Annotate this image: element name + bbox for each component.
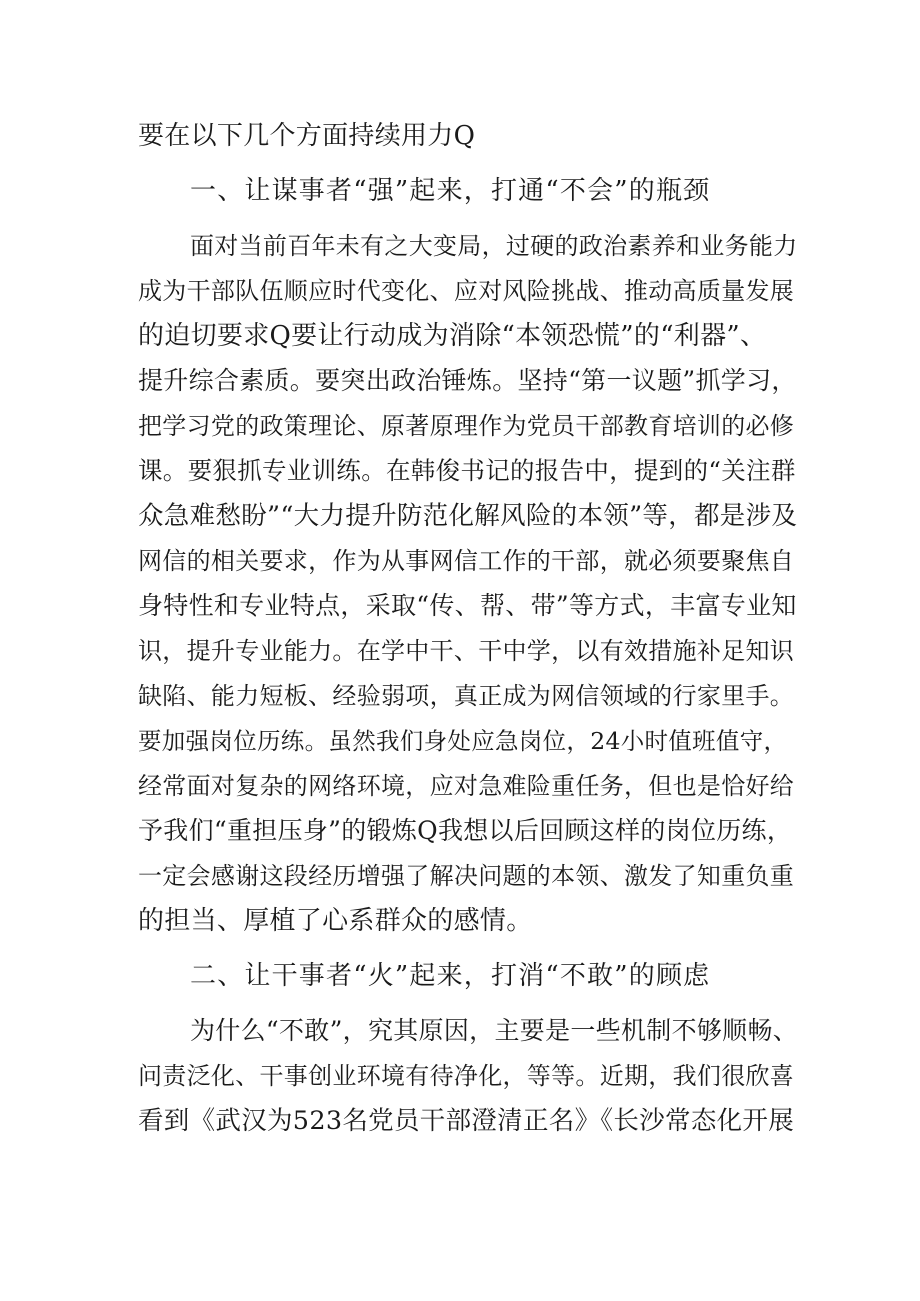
intro-line: 要在以下几个方面持续用力Q [138,121,476,151]
section-1-line: 成为干部队伍顺应时代变化、应对风险挑战、推动高质量发展 [138,277,795,305]
section-1-line: 的担当、厚植了心系群众的感情。 [138,906,533,936]
section-1-line: 予我们“重担压身”的锻炼Q我想以后回顾这样的岗位历练， [138,816,793,845]
section-1-line: 课。要狠抓专业训练。在韩俊书记的报告中，提到的“关注群 [138,456,796,485]
section-1-line: 提升综合素质。要突出政治锤炼。坚持“第一议题”抓学习， [138,366,797,395]
section-1-heading: 一、让谋事者“强”起来，打通“不会”的瓶颈 [190,176,711,206]
section-1-line: 把学习党的政策理论、原著原理作为党员干部教育培训的必修 [138,412,795,440]
section-2-line: 看到《武汉为523名党员干部澄清正名》《长沙常态化开展 [138,1106,795,1136]
section-1-line: 的迫切要求Q要让行动成为消除“本领恐慌”的“利器”、 [138,321,767,351]
section-1-line: 要加强岗位历练。虽然我们身处应急岗位，24小时值班值守， [138,727,788,755]
section-2-line: 为什么“不敢”，究其原因，主要是一些机制不够顺畅、 [190,1016,799,1045]
section-2-line: 问责泛化、干事创业环境有待净化，等等。近期，我们很欣喜 [138,1062,795,1090]
section-1-line: 网信的相关要求，作为从事网信工作的干部，就必须要聚焦自 [138,547,795,575]
section-1-line: 众急难愁盼”“大力提升防范化解风险的本领”等，都是涉及 [138,501,798,531]
section-1-line: 身特性和专业特点，采取“传、帮、带”等方式，丰富专业知 [138,591,797,620]
section-1-line: 一定会感谢这段经历增强了解决问题的本领、激发了知重负重 [138,862,795,890]
section-1-line: 识，提升专业能力。在学中干、干中学，以有效措施补足知识 [138,637,795,665]
section-1-line: 缺陷、能力短板、经验弱项，真正成为网信领域的行家里手。 [138,682,795,710]
section-1-line: 面对当前百年未有之大变局，过硬的政治素养和业务能力 [190,232,798,260]
section-1-line: 经常面对复杂的网络环境，应对急难险重任务，但也是恰好给 [138,772,795,800]
section-2-heading: 二、让干事者“火”起来，打消“不敢”的顾虑 [190,961,711,991]
